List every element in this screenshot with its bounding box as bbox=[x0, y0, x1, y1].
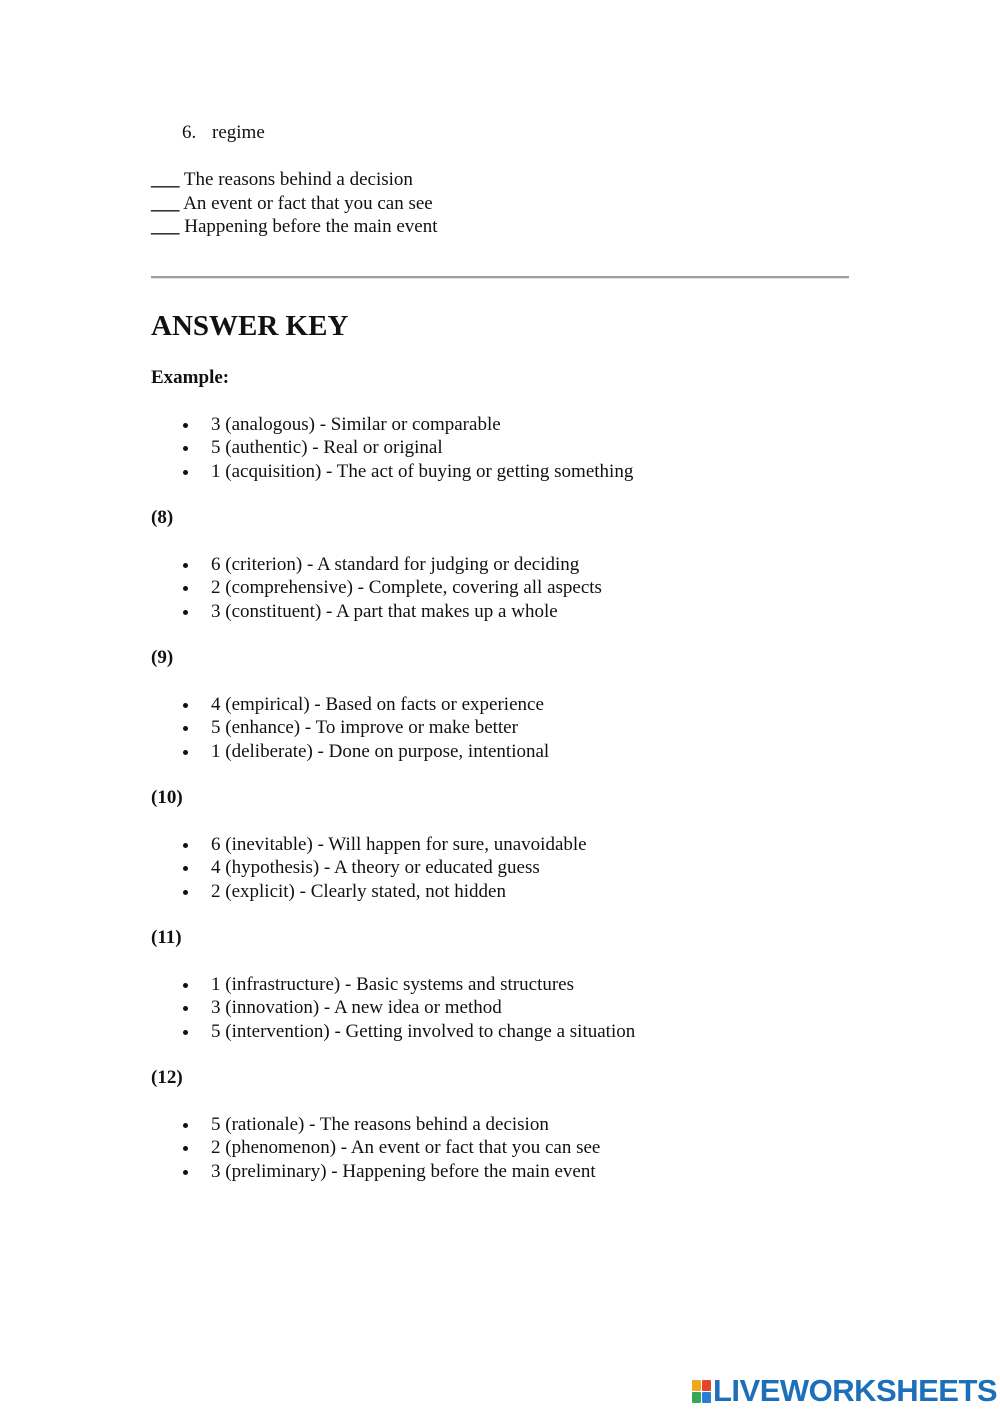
list-item: 2 (explicit) - Clearly stated, not hidden bbox=[151, 880, 587, 903]
answer-list-example bbox=[151, 413, 633, 483]
list-item: 2 (comprehensive) - Complete, covering all aspects bbox=[151, 576, 602, 599]
list-item: 6 (inevitable) - Will happen for sure, unavoidable bbox=[151, 833, 587, 856]
definition-text: Happening before the main event bbox=[179, 216, 438, 237]
list-item: 1 (deliberate) - Done on purpose, intentional bbox=[151, 740, 549, 763]
liveworksheets-logo[interactable] bbox=[692, 1374, 997, 1408]
section-label-12: (12) bbox=[151, 1067, 183, 1088]
answer-list-12 bbox=[151, 1113, 600, 1183]
list-item: 5 (enhance) - To improve or make better bbox=[151, 716, 549, 739]
definition-text: An event or fact that you can see bbox=[179, 192, 433, 214]
blank-line bbox=[151, 168, 437, 192]
section-label-11: (11) bbox=[151, 927, 182, 948]
list-item: 5 (intervention) - Getting involved to change a situation bbox=[151, 1020, 635, 1043]
answer-key-title: ANSWER KEY bbox=[151, 310, 349, 342]
list-item: 3 (innovation) - A new idea or method bbox=[151, 996, 635, 1019]
logo-tile bbox=[692, 1380, 701, 1391]
horizontal-divider bbox=[151, 276, 849, 279]
answer-list-9 bbox=[151, 693, 549, 763]
numbered-item bbox=[182, 121, 265, 145]
list-item: 3 (analogous) - Similar or comparable bbox=[151, 413, 633, 436]
logo-text: LIVEWORKSHEETS bbox=[713, 1373, 998, 1408]
list-item: 4 (empirical) - Based on facts or experience bbox=[151, 693, 549, 716]
item-word: regime bbox=[212, 122, 265, 143]
list-item: 2 (phenomenon) - An event or fact that you can see bbox=[151, 1136, 600, 1159]
answer-blank[interactable]: ___ bbox=[151, 192, 180, 214]
list-item: 1 (infrastructure) - Basic systems and structures bbox=[151, 973, 635, 996]
logo-tile bbox=[702, 1380, 711, 1391]
section-label-10: (10) bbox=[151, 787, 183, 808]
section-label-9: (9) bbox=[151, 647, 174, 668]
section-label-8: (8) bbox=[151, 507, 174, 528]
item-number: 6. bbox=[182, 122, 197, 143]
blank-line bbox=[151, 192, 437, 216]
list-item: 6 (criterion) - A standard for judging or deciding bbox=[151, 553, 602, 576]
definition-text: The reasons behind a decision bbox=[179, 169, 413, 190]
list-item: 4 (hypothesis) - A theory or educated guess bbox=[151, 856, 587, 879]
answer-list-10 bbox=[151, 833, 587, 903]
list-item: 5 (authentic) - Real or original bbox=[151, 436, 633, 459]
blank-line bbox=[151, 215, 437, 239]
logo-tile bbox=[692, 1392, 701, 1403]
section-label-example: Example: bbox=[151, 367, 230, 388]
answer-list-8 bbox=[151, 553, 602, 623]
list-item: 3 (constituent) - A part that makes up a whole bbox=[151, 600, 602, 623]
logo-mark-icon bbox=[692, 1380, 711, 1403]
logo-tile bbox=[702, 1392, 711, 1403]
answer-blank[interactable]: ___ bbox=[151, 216, 180, 237]
list-item: 3 (preliminary) - Happening before the main event bbox=[151, 1160, 600, 1183]
answer-blank[interactable]: ___ bbox=[151, 169, 180, 190]
answer-list-11 bbox=[151, 973, 635, 1043]
matching-blanks bbox=[151, 168, 437, 239]
list-item: 1 (acquisition) - The act of buying or getting something bbox=[151, 460, 633, 483]
list-item: 5 (rationale) - The reasons behind a decision bbox=[151, 1113, 600, 1136]
